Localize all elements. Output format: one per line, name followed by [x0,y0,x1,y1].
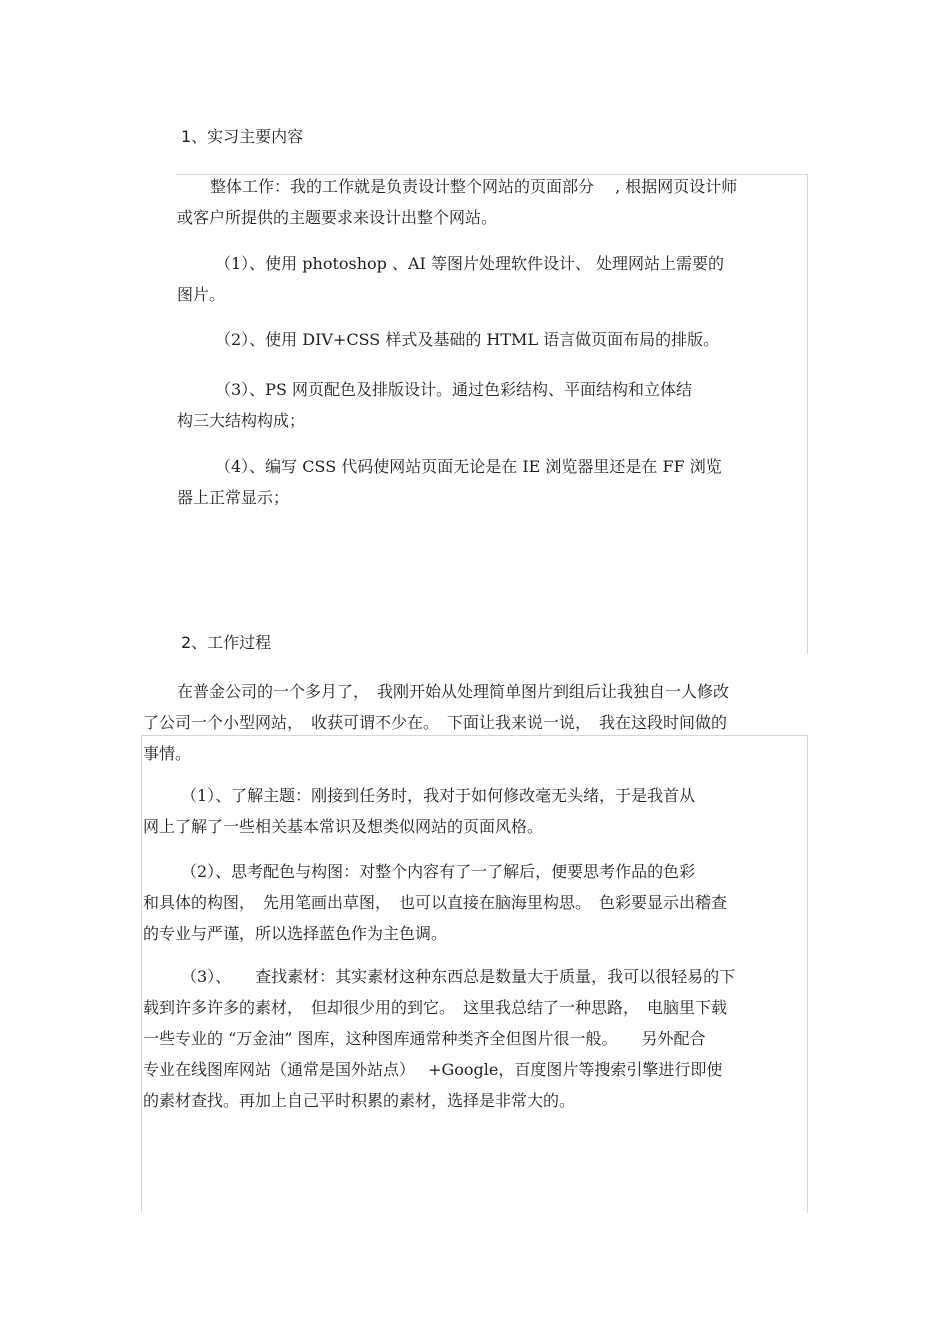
text-line: 载到许多许多的素材， 但却很少用的到它。 这里我总结了一种思路， 电脑里下载 [143,998,728,1017]
text-line: 的素材查找。再加上自己平时积累的素材，选择是非常大的。 [143,1091,576,1110]
section1-heading: 1、实习主要内容 [181,127,304,146]
text-line: 的专业与严谨，所以选择蓝色作为主色调。 [143,924,448,943]
rule-right-1 [807,174,808,654]
section1-item-4 [177,451,722,513]
text-line: 和具体的构图， 先用笔画出草图， 也可以直接在脑海里构思。 色彩要显示出稽查 [143,893,728,912]
section2-item-3 [143,961,735,1116]
text-line: 或客户所提供的主题要求来设计出整个网站。 [177,208,498,227]
section2-paragraph-intro [143,676,729,769]
text-line: 构三大结构构成； [177,411,306,430]
text-line: 了公司一个小型网站， 收获可谓不少在。 下面让我来说一说， 我在这段时间做的 [143,713,728,732]
text-line: （1）、了解主题：刚接到任务时，我对于如何修改毫无头绪，于是我首从 [181,786,696,805]
text-line: （3）、 查找素材：其实素材这种东西总是数量大于质量，我可以很轻易的下 [181,967,736,986]
text-line: （3）、PS 网页配色及排版设计。通过色彩结构、平面结构和立体结 [215,380,692,399]
text-line: 整体工作：我的工作就是负责设计整个网站的页面部分 , 根据网页设计师 [210,177,738,196]
text-line: 器上正常显示； [177,488,290,507]
text-line: （2）、使用 DIV+CSS 样式及基础的 HTML 语言做页面布局的排版。 [215,330,720,349]
section2-heading: 2、工作过程 [181,633,272,652]
text-line: 事情。 [143,744,192,763]
text-line: （4）、编写 CSS 代码使网站页面无论是在 IE 浏览器里还是在 FF 浏览 [215,457,722,476]
rule-left-2 [141,735,142,1213]
rule-right-2 [807,735,808,1213]
section1-item-1 [177,248,724,310]
text-line: （2）、思考配色与构图：对整个内容有了一了解后，便要思考作品的色彩 [181,862,696,881]
text-line: 专业在线图库网站（通常是国外站点） +Google，百度图片等搜索引擎进行即使 [143,1060,723,1079]
text-line: 网上了解了一些相关基本常识及想类似网站的页面风格。 [143,817,544,836]
text-line: （1）、使用 photoshop 、AI 等图片处理软件设计、 处理网站上需要的 [215,254,725,273]
text-line: 在普金公司的一个多月了， 我刚开始从处理简单图片到组后让我独自一人修改 [177,682,730,701]
section2-item-2 [143,856,727,949]
section1-paragraph-overall [177,171,737,233]
section1-item-3 [177,374,692,436]
text-line: 图片。 [177,285,226,304]
section1-item-2 [177,324,719,355]
text-line: 一些专业的 “万金油” 图库，这种图库通常种类齐全但图片很一般。 另外配合 [143,1029,706,1048]
section2-item-1 [143,780,695,842]
